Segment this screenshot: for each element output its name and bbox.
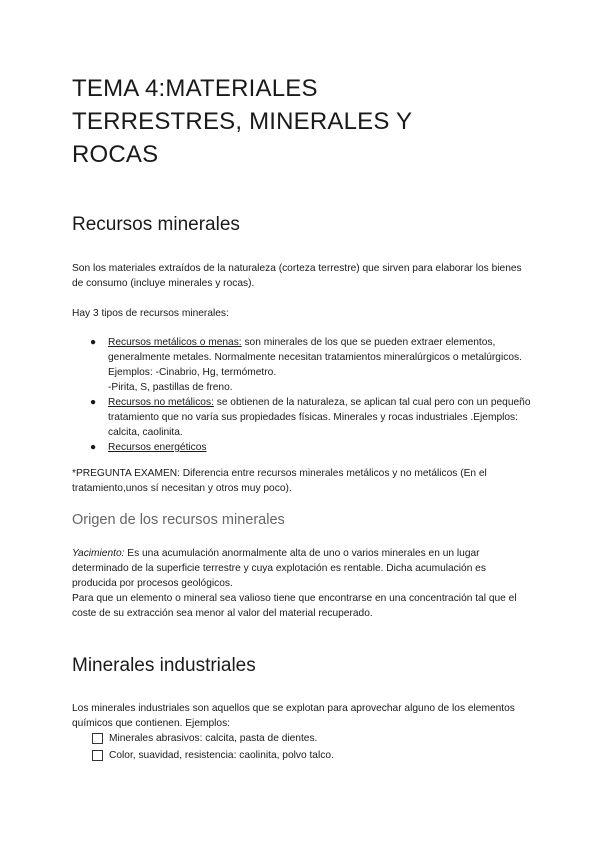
paragraph-yacimiento <box>72 546 532 621</box>
paragraph-industriales-intro: Los minerales industriales son aquellos que se explotan para aprovechar alguno de los elementos químicos que contienen. Ejemplos: <box>72 703 515 729</box>
term-energeticos: Recursos energéticos <box>108 442 207 453</box>
document-title: TEMA 4:MATERIALES TERRESTRES, MINERALES Y ROCAS <box>72 75 412 168</box>
list-item-no-metalicos <box>88 395 533 440</box>
checkbox-icon[interactable] <box>92 733 103 744</box>
term-yacimiento: Yacimiento: <box>72 548 125 559</box>
checklist-label-color: Color, suavidad, resistencia: caolinita, polvo talco. <box>109 750 334 761</box>
checkbox-icon[interactable] <box>92 750 103 761</box>
bullet-icon: ● <box>90 442 97 453</box>
term-metalicos: Recursos metálicos o menas: <box>108 337 242 348</box>
list-item-energeticos <box>88 440 533 455</box>
checklist-item-abrasivos <box>92 731 317 746</box>
term-no-metalicos: Recursos no metálicos: <box>108 397 214 408</box>
paragraph-intro: Son los materiales extraídos de la naturaleza (corteza terrestre) que sirven para elaborar los bienes de consumo (incluye minerales y rocas). <box>72 263 522 289</box>
bullet-icon: ● <box>90 337 97 348</box>
bullet-icon: ● <box>90 397 97 408</box>
list-item-metalicos <box>88 335 533 395</box>
text-metalicos: son minerales de los que se pueden extraer elementos, generalmente metales. Normalmente necesitan tratamientos mineralúrgicos o metalúrgicos. Ejemplos: -Cinabrio, Hg, termómetro. <box>108 337 522 378</box>
heading-recursos-minerales: Recursos minerales <box>72 214 240 235</box>
extra-metalicos: -Pirita, S, pastillas de freno. <box>108 382 233 393</box>
definition-yacimiento: Es una acumulación anormalmente alta de uno o varios minerales en un lugar determinado de la superficie terrestre y cuya explotación es rentable. Dicha acumulación es producida por procesos geológicos. <box>72 548 486 589</box>
heading-origen: Origen de los recursos minerales <box>72 512 285 528</box>
paragraph-types-intro: Hay 3 tipos de recursos minerales: <box>72 308 229 319</box>
checklist-label-abrasivos: Minerales abrasivos: calcita, pasta de dientes. <box>109 733 318 744</box>
mineral-types-list <box>88 335 533 455</box>
text-no-metalicos: se obtienen de la naturaleza, se aplican tal cual pero con un pequeño tratamiento que no varía sus propiedades físicas. Minerales y rocas industriales .Ejemplos: calcita, caolinita. <box>108 397 531 438</box>
exam-note: *PREGUNTA EXAMEN: Diferencia entre recursos minerales metálicos y no metálicos (En el tratamiento,unos sí necesitan y otros muy poco). <box>72 468 487 494</box>
heading-minerales-industriales: Minerales industriales <box>72 655 256 676</box>
checklist-item-color <box>92 748 334 763</box>
paragraph-concentracion: Para que un elemento o mineral sea valioso tiene que encontrarse en una concentración tal que el coste de su extracción sea menor al valor del material recuperado. <box>72 593 517 619</box>
